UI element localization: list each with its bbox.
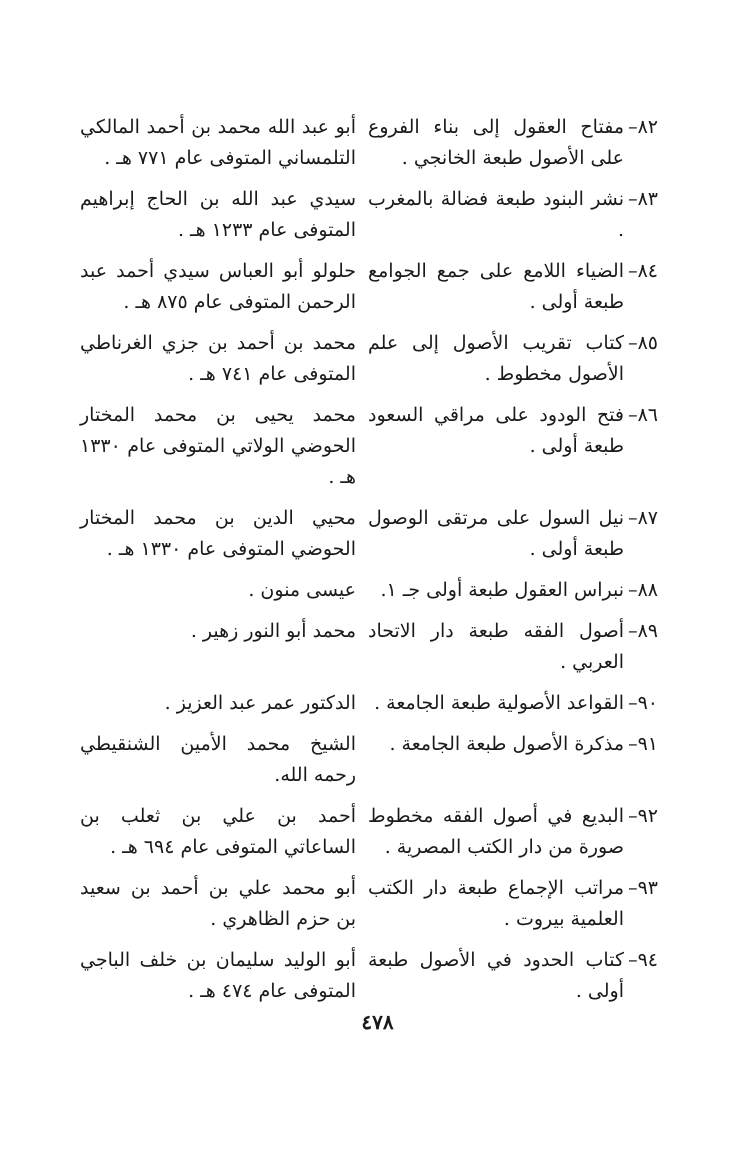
book-title: كتاب تقريب الأصول إلى علم الأصول مخطوط . <box>368 332 624 385</box>
bibliography-entry <box>80 873 658 935</box>
book-author: أحمد بن علي بن ثعلب بن الساعاتي المتوفى عام ٦٩٤ هـ . <box>80 805 356 858</box>
entry-title-column <box>368 184 658 246</box>
entry-title-column <box>368 503 658 565</box>
bibliography-entry <box>80 503 658 565</box>
entry-number: ٨٥– <box>628 332 658 354</box>
bibliography-list <box>80 112 658 1017</box>
book-title: القواعد الأصولية طبعة الجامعة . <box>374 692 624 714</box>
page-number: ٤٧٨ <box>361 1010 394 1034</box>
book-title: نيل السول على مرتقى الوصول طبعة أولى . <box>368 507 624 560</box>
entry-number: ٨٢– <box>628 116 658 138</box>
bibliography-entry <box>80 400 658 493</box>
entry-number: ٨٣– <box>628 188 658 210</box>
book-title: البديع في أصول الفقه مخطوط صورة من دار الكتب المصرية . <box>368 805 624 858</box>
book-author: أبو محمد علي بن أحمد بن سعيد بن حزم الظاهري . <box>80 877 356 930</box>
bibliography-entry <box>80 729 658 791</box>
book-author: الدكتور عمر عبد العزيز . <box>164 692 356 714</box>
entry-title-column <box>368 575 658 606</box>
entry-title-column <box>368 400 658 462</box>
book-title: نبراس العقول طبعة أولى جـ ١. <box>380 579 624 601</box>
bibliography-entry <box>80 112 658 174</box>
entry-title-column <box>368 729 658 760</box>
entry-number: ٨٦– <box>628 404 658 426</box>
entry-number: ٨٤– <box>628 260 658 282</box>
bibliography-entry <box>80 688 658 719</box>
book-title: الضياء اللامع على جمع الجوامع طبعة أولى . <box>368 260 624 313</box>
entry-title-column <box>368 328 658 390</box>
book-author: محمد يحيى بن محمد المختار الحوضي الولاتي المتوفى عام ١٣٣٠ هـ . <box>80 404 356 488</box>
book-title: كتاب الحدود في الأصول طبعة أولى . <box>368 949 624 1002</box>
entry-number: ٨٨– <box>628 579 658 601</box>
entry-title-column <box>368 256 658 318</box>
entry-title-column <box>368 688 658 719</box>
entry-number: ٨٩– <box>628 620 658 642</box>
entry-title-column <box>368 616 658 678</box>
entry-title-column <box>368 873 658 935</box>
entry-title-column <box>368 112 658 174</box>
entry-number: ٨٧– <box>628 507 658 529</box>
book-author: أبو عبد الله محمد بن أحمد المالكي التلمساني المتوفى عام ٧٧١ هـ . <box>80 116 356 169</box>
entry-number: ٩١– <box>628 733 658 755</box>
book-title: أصول الفقه طبعة دار الاتحاد العربي . <box>368 620 624 673</box>
book-title: نشر البنود طبعة فضالة بالمغرب . <box>368 188 624 241</box>
book-title: مراتب الإجماع طبعة دار الكتب العلمية بيروت . <box>368 877 624 930</box>
entry-number: ٩٢– <box>628 805 658 827</box>
entry-number: ٩٤– <box>628 949 658 971</box>
book-author: محمد بن أحمد بن جزي الغرناطي المتوفى عام ٧٤١ هـ . <box>80 332 356 385</box>
bibliography-entry <box>80 945 658 1007</box>
entry-number: ٩٠– <box>628 692 658 714</box>
book-author: سيدي عبد الله بن الحاج إبراهيم المتوفى عام ١٢٣٣ هـ . <box>80 188 356 241</box>
book-author: محمد أبو النور زهير . <box>190 620 356 642</box>
bibliography-entry <box>80 328 658 390</box>
book-author: محيي الدين بن محمد المختار الحوضي المتوفى عام ١٣٣٠ هـ . <box>80 507 356 560</box>
book-title: مذكرة الأصول طبعة الجامعة . <box>389 733 624 755</box>
bibliography-entry <box>80 184 658 246</box>
bibliography-entry <box>80 616 658 678</box>
book-author: الشيخ محمد الأمين الشنقيطي رحمه الله. <box>80 733 356 786</box>
entry-number: ٩٣– <box>628 877 658 899</box>
book-title: مفتاح العقول إلى بناء الفروع على الأصول طبعة الخانجي . <box>368 116 624 169</box>
entry-title-column <box>368 945 658 1007</box>
bibliography-entry <box>80 575 658 606</box>
book-author: عيسى منون . <box>248 579 356 601</box>
book-author: أبو الوليد سليمان بن خلف الباجي المتوفى عام ٤٧٤ هـ . <box>80 949 356 1002</box>
book-author: حلولو أبو العباس سيدي أحمد عبد الرحمن المتوفى عام ٨٧٥ هـ . <box>80 260 356 313</box>
entry-title-column <box>368 801 658 863</box>
book-title: فتح الودود على مراقي السعود طبعة أولى . <box>368 404 624 457</box>
bibliography-entry <box>80 256 658 318</box>
bibliography-entry <box>80 801 658 863</box>
